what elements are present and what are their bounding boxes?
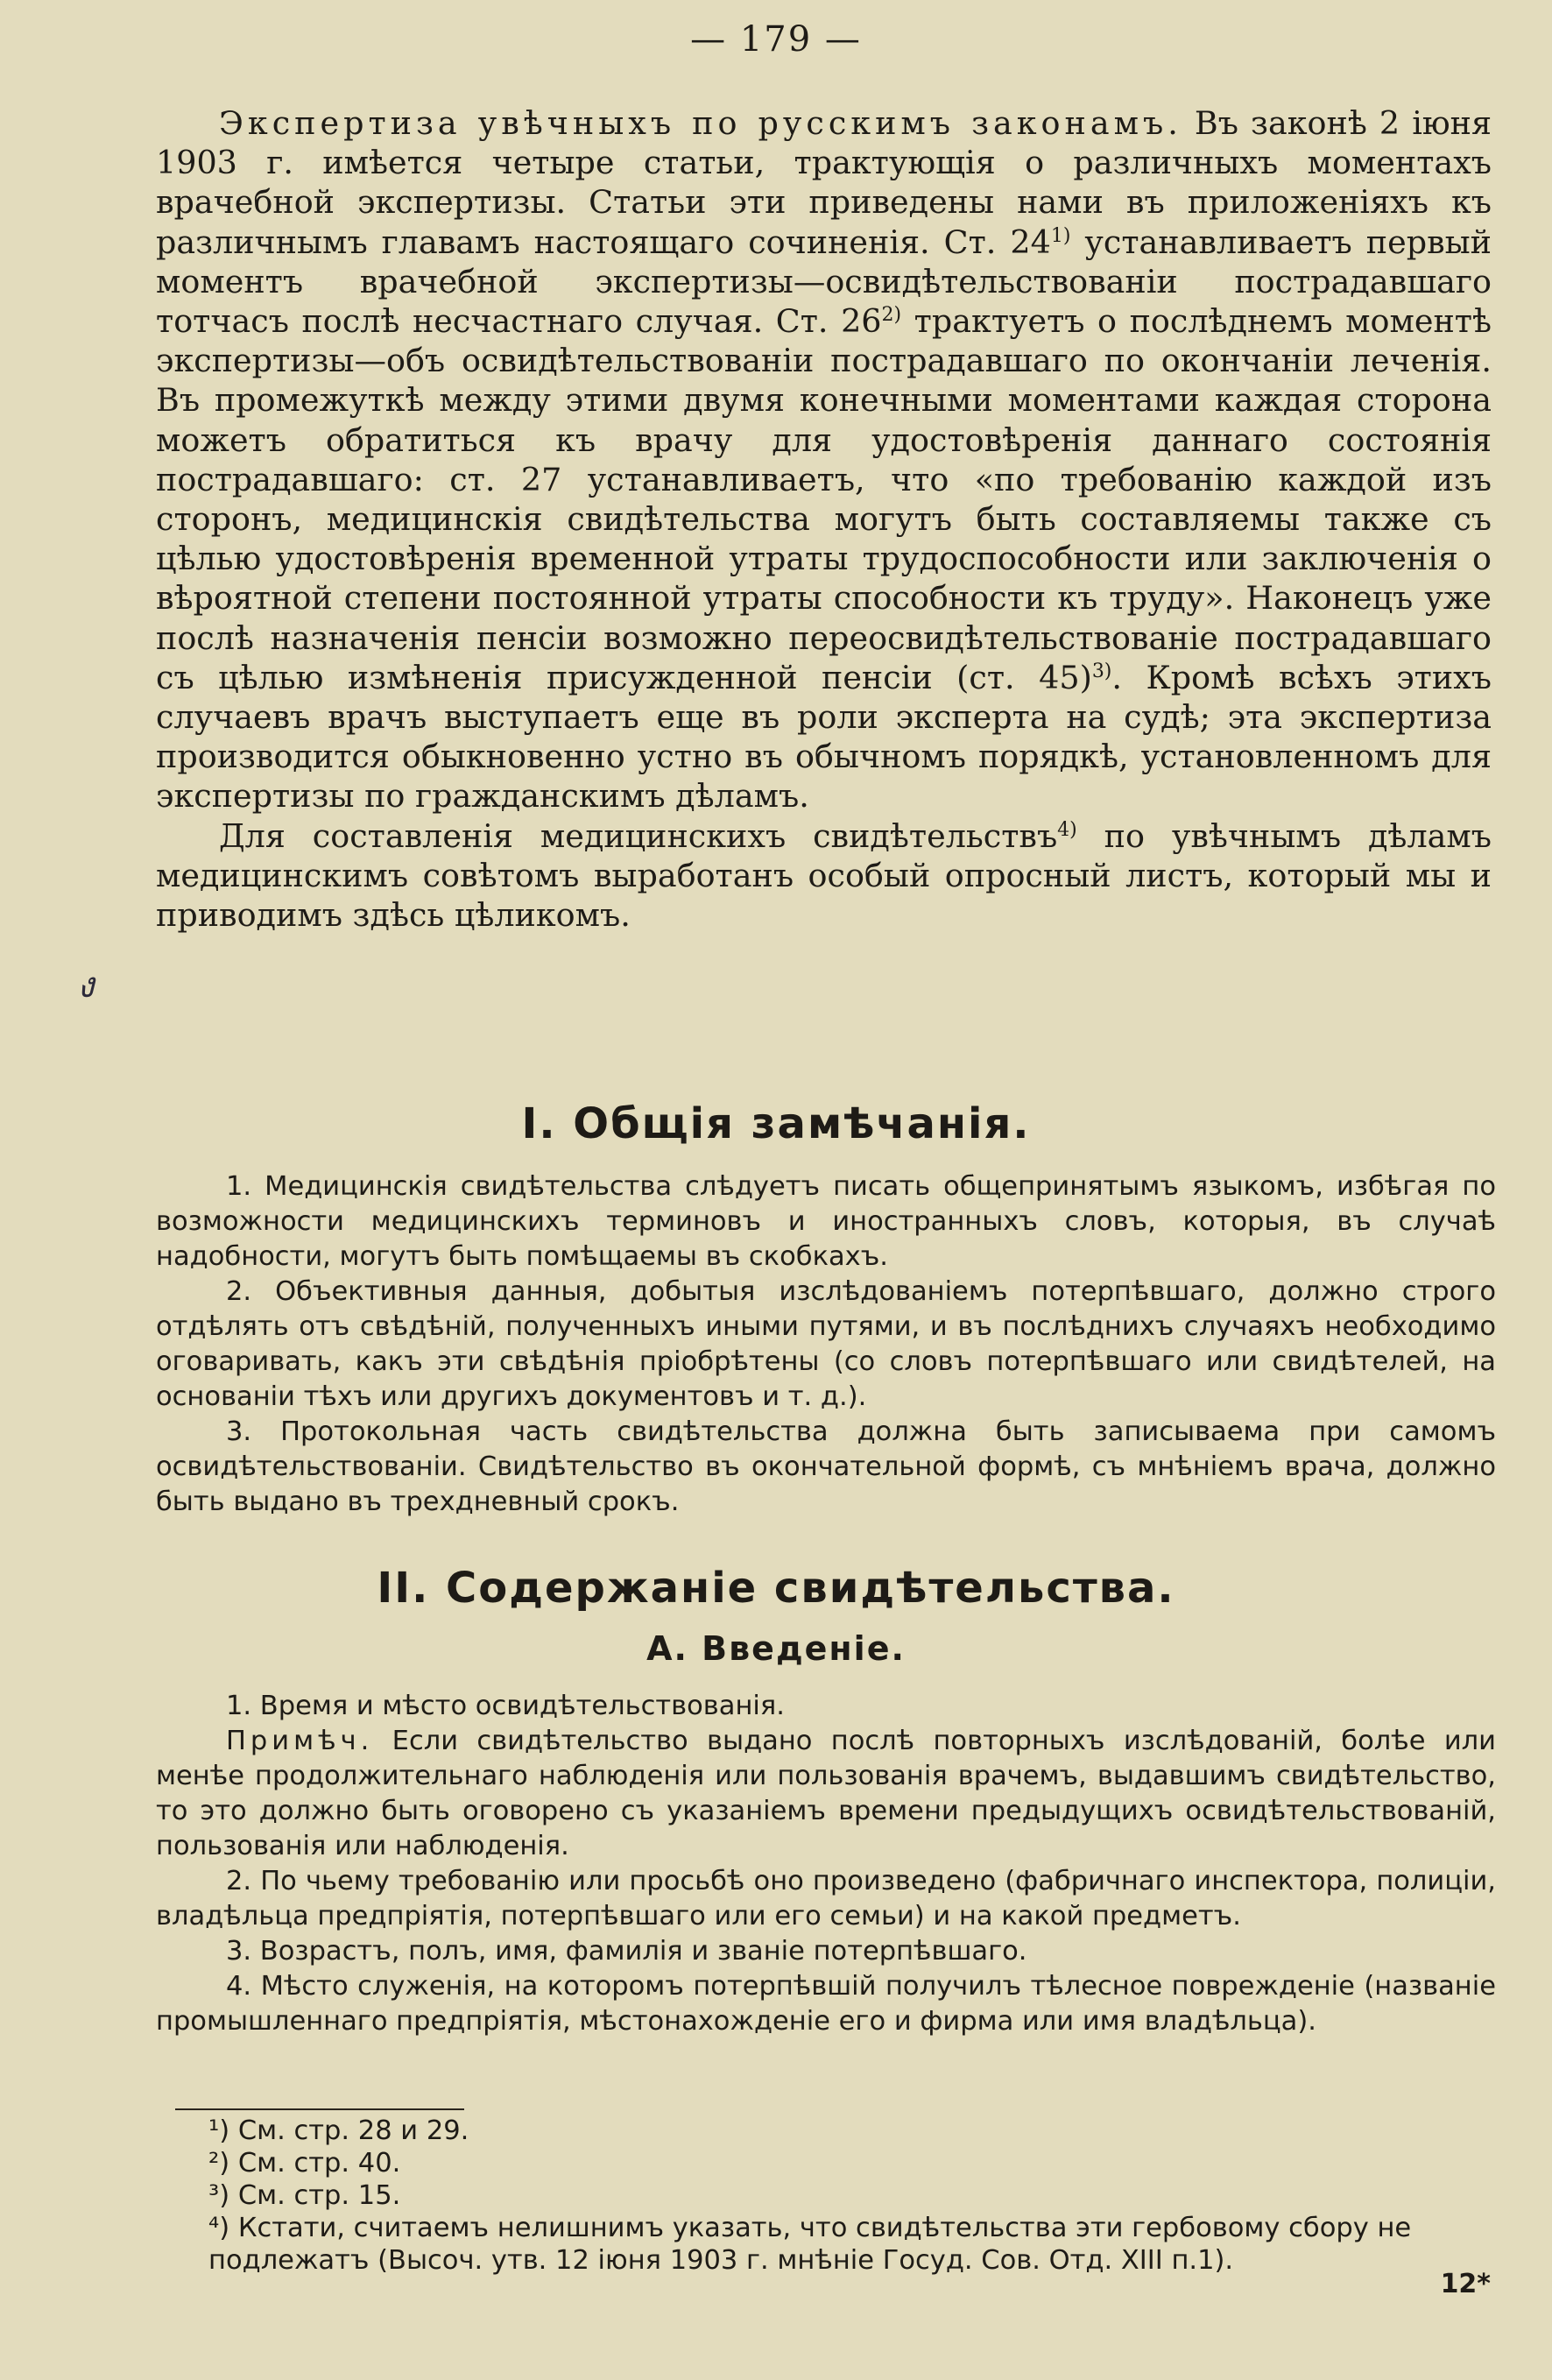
note-text: Если свидѣтельство выдано послѣ повторныхъ изслѣдованій, болѣе или менѣе продолжительнаго наблюденія или пользованія врачемъ, выдавшимъ свидѣтельство, то это должно быть оговорено съ указаніемъ времени предыдущихъ освидѣтельствованій, пользованія или наблюденія. bbox=[156, 1726, 1496, 1861]
intro-text-f: по увѣчнымъ дѣламъ медицинскимъ совѣтомъ выработанъ особый опросный листъ, который мы и приводимъ здѣсь цѣликомъ. bbox=[156, 816, 1492, 935]
footnote-item: ⁴) Кстати, считаемъ нелишнимъ указать, что свидѣтельства эти гербовому сбору не подлежатъ (Высоч. утв. 12 іюня 1903 г. мнѣніе Госуд. Сов. Отд. XIII п.1). bbox=[208, 2213, 1412, 2276]
footnote-ref-4: 4) bbox=[1057, 818, 1077, 841]
section-1-item: 1. Медицинскія свидѣтельства слѣдуетъ писать общепринятымъ языкомъ, избѣгая по возможности медицинскихъ терминовъ и иностранныхъ словъ, которыя, въ случаѣ надобности, могутъ быть помѣщаемы въ скобкахъ. bbox=[156, 1171, 1496, 1272]
intro-text-a: Въ законѣ 2 іюня 1903 г. имѣется четыре статьи, трактующія о различныхъ моментахъ врачебной экспертизы. Статьи эти приведены нами въ приложеніяхъ къ различнымъ главамъ настоящаго сочиненія. Ст. 24 bbox=[156, 104, 1492, 261]
section-2-item-4: 4. Мѣсто служенія, на которомъ потерпѣвшій получилъ тѣлесное поврежденіе (названіе промышленнаго предпріятія, мѣстонахожденіе его и фирма или имя владѣльца). bbox=[156, 1971, 1496, 2037]
footnote-item: ²) См. стр. 40. bbox=[208, 2148, 401, 2179]
section-2-items bbox=[156, 1689, 1496, 2039]
intro-text-b: устанавливаетъ первый моментъ врачебной экспертизы—освидѣтельствованіи пострадавшаго тотчасъ послѣ несчастнаго случая. Ст. 26 bbox=[156, 222, 1492, 341]
section-2-item-2: 2. По чьему требованію или просьбѣ оно произведено (фабричнаго инспектора, полиціи, владѣльца предпріятія, потерпѣвшаго или его семьи) и на какой предметъ. bbox=[156, 1866, 1496, 1932]
footnote-ref-2: 2) bbox=[881, 303, 902, 326]
signature-mark: 12* bbox=[1440, 2269, 1491, 2299]
section-2-title: II. Содержаніе свидѣтельства. bbox=[377, 1564, 1175, 1613]
footnote-item: ¹) См. стр. 28 и 29. bbox=[208, 2115, 469, 2146]
intro-text-e: Для составленія медицинскихъ свидѣтельствъ bbox=[219, 816, 1058, 855]
section-2-item-1: 1. Время и мѣсто освидѣтельствованія. bbox=[226, 1691, 785, 1721]
footnote-ref-1: 1) bbox=[1050, 224, 1071, 247]
section-2-item-3: 3. Возрастъ, полъ, имя, фамилія и званіе потерпѣвшаго. bbox=[226, 1936, 1027, 1967]
section-2-subtitle: А. Введеніе. bbox=[646, 1629, 906, 1668]
section-2-note bbox=[156, 1724, 1496, 1864]
margin-handwritten-mark: ง bbox=[77, 965, 95, 1006]
intro-paragraph-1 bbox=[156, 103, 1492, 816]
intro-text bbox=[156, 103, 1492, 935]
page-number: — 179 — bbox=[690, 19, 862, 60]
footnote-item: ³) См. стр. 15. bbox=[208, 2180, 401, 2211]
note-label: Примѣч. bbox=[226, 1726, 374, 1756]
intro-heading: Экспертиза увѣчныхъ по русскимъ законамъ. bbox=[219, 104, 1182, 142]
section-1-item: 3. Протокольная часть свидѣтельства должна быть записываема при самомъ освидѣтельствованіи. Свидѣтельство въ окончательной формѣ, съ мнѣніемъ врача, должно быть выдано въ трехдневный срокъ. bbox=[156, 1416, 1496, 1517]
intro-text-d: . Кромѣ всѣхъ этихъ случаевъ врачъ выступаетъ еще въ роли эксперта на судѣ; эта экспертиза производится обыкновенно устно въ обычномъ порядкѣ, установленномъ для экспертизы по гражданскимъ дѣламъ. bbox=[156, 658, 1492, 816]
intro-paragraph-2 bbox=[156, 816, 1492, 936]
footnote-divider bbox=[175, 2108, 464, 2110]
section-1-title: I. Общія замѣчанія. bbox=[521, 1099, 1031, 1148]
section-1-item: 2. Объективныя данныя, добытыя изслѣдованіемъ потерпѣвшаго, должно строго отдѣлять отъ свѣдѣній, полученныхъ иными путями, и въ послѣднихъ случаяхъ необходимо оговаривать, какъ эти свѣдѣнія пріобрѣтены (со словъ потерпѣвшаго или свидѣтелей, на основаніи тѣхъ или другихъ документовъ и т. д.). bbox=[156, 1276, 1496, 1412]
section-1-items bbox=[156, 1169, 1496, 1520]
footnotes bbox=[156, 2115, 1496, 2277]
footnote-ref-3: 3) bbox=[1091, 660, 1112, 682]
intro-text-c: трактуетъ о послѣднемъ моментѣ экспертизы—объ освидѣтельствованіи пострадавшаго по окончаніи леченія. Въ промежуткѣ между этими двумя конечными моментами каждая сторона можетъ обратиться къ врачу для удостовѣренія даннаго состоянія пострадавшаго: ст. 27 устанавливаетъ, что «по требованію каждой изъ сторонъ, медицинскія свидѣтельства могутъ быть составляемы также съ цѣлью удостовѣренія временной утраты трудоспособности или заключенія о вѣроятной степени постоянной утраты способности къ труду». Наконецъ уже послѣ назначенія пенсіи возможно переосвидѣтельствованіе пострадавшаго съ цѣлью измѣненія присужденной пенсіи (ст. 45) bbox=[156, 302, 1492, 696]
